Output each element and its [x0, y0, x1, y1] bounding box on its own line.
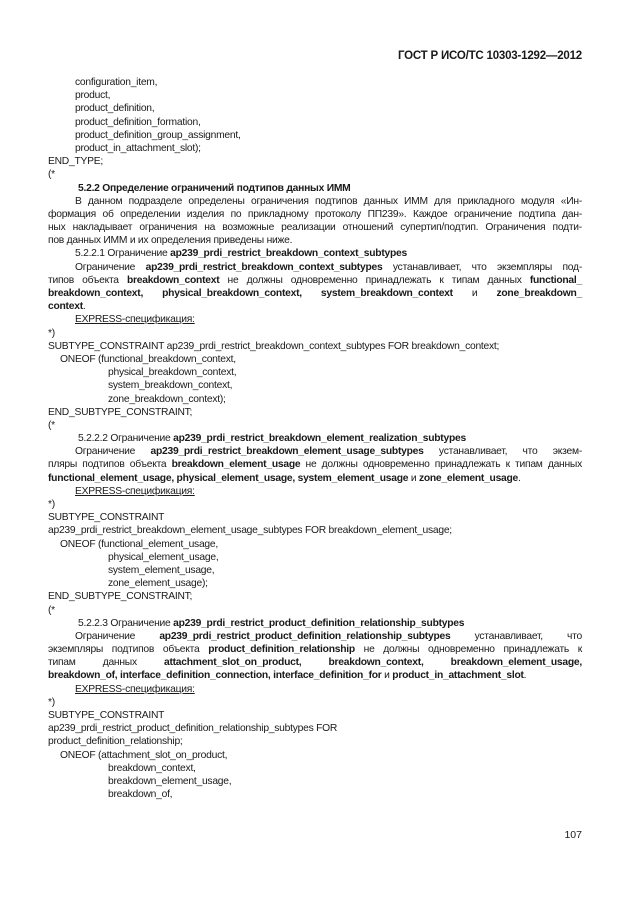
code-line: breakdown_context,	[108, 762, 196, 774]
entity-name: zone_breakdown_	[496, 288, 582, 299]
text: не должны одновременно принадлежать к	[354, 644, 582, 656]
text: типам данных	[48, 657, 164, 669]
code-line: ONEOF (functional_element_usage,	[60, 538, 218, 550]
constraint-name: ap239_prdi_restrict_product_definition_relationship_subtypes	[173, 617, 465, 629]
constraint-name: ap239_prdi_restrict_breakdown_element_realization_subtypes	[173, 433, 466, 445]
constraint-name: ap239_prdi_restrict_breakdown_context_subtypes	[145, 261, 383, 273]
text: .	[82, 301, 86, 313]
paragraph-line: формация об определении изделия по прикладному протоколу ПП239». Каждое ограничение подтипа дан-	[48, 208, 582, 220]
code-line: configuration_item,	[75, 77, 158, 88]
code-line: system_element_usage,	[108, 564, 215, 576]
text: не должны одновременно принадлежать к типам данных	[300, 459, 582, 471]
entity-name: functional_element_usage, physical_element_usage, system_element_usage	[48, 472, 409, 484]
code-line: breakdown_element_usage,	[108, 775, 232, 787]
code-line: *)	[48, 327, 55, 339]
paragraph-line	[48, 630, 582, 643]
paragraph-line: ных накладывает ограничения на возможные реализации отношений супертип/подтип. Ограничения подти-	[48, 222, 582, 234]
code-line: (*	[48, 604, 55, 616]
paragraph-line: В данном подразделе определены ограничения подтипов данных ИММ для прикладного модуля «Ин-	[75, 195, 582, 207]
entity-name: zone_element_usage	[418, 472, 519, 484]
text: Ограничение	[75, 446, 151, 458]
code-line: zone_breakdown_context);	[108, 393, 226, 405]
code-line: system_breakdown_context,	[108, 380, 233, 392]
section-heading: 5.2.2 Определение ограничений подтипов данных ИММ	[78, 182, 351, 194]
paragraph-line	[48, 656, 582, 669]
text: Ограничение	[75, 630, 160, 642]
standard-header: ГОСТ Р ИСО/ТС 10303-1292—2012	[397, 50, 582, 62]
text: устанавливает, что экзем-	[423, 446, 582, 458]
code-line: END_SUBTYPE_CONSTRAINT;	[48, 406, 193, 418]
code-line: SUBTYPE_CONSTRAINT	[48, 512, 165, 524]
text: экземпляры подтипов объекта	[48, 644, 209, 656]
paragraph-line	[48, 300, 582, 313]
paragraph-line	[48, 274, 582, 287]
paragraph-line	[48, 261, 582, 274]
code-line: *)	[48, 696, 55, 708]
text: Ограничение	[75, 261, 146, 273]
code-line: physical_breakdown_context,	[108, 367, 237, 379]
subsection-heading	[48, 247, 582, 260]
text: устанавливает, что	[450, 630, 582, 642]
text: и	[381, 670, 393, 682]
text: не должны одновременно принадлежать к типам данных	[219, 274, 530, 286]
code-line: product_in_attachment_slot);	[75, 142, 201, 154]
constraint-name: ap239_prdi_restrict_product_definition_relationship_subtypes	[159, 630, 451, 642]
text: пляры подтипов объекта	[48, 459, 172, 471]
entity-name: breakdown_context, physical_breakdown_context, system_breakdown_context	[48, 288, 453, 299]
page-number: 107	[564, 829, 582, 841]
paragraph-line	[48, 445, 582, 458]
code-line: *)	[48, 499, 55, 510]
entity-name: product_in_attachment_slot	[392, 670, 524, 682]
subsection-number: 5.2.2.1 Ограничение	[75, 248, 171, 260]
entity-name: breakdown_element_usage	[171, 459, 301, 471]
constraint-name: ap239_prdi_restrict_breakdown_context_subtypes	[170, 248, 407, 260]
subsection-heading	[48, 432, 582, 445]
code-line: product_definition_formation,	[75, 116, 201, 128]
code-line: ONEOF (attachment_slot_on_product,	[60, 749, 228, 761]
paragraph-line	[48, 458, 582, 471]
subsection-number: 5.2.2.3 Ограничение	[78, 617, 174, 629]
code-line: breakdown_of,	[108, 789, 173, 801]
paragraph-line	[48, 472, 582, 485]
express-label: EXPRESS-спецификация:	[75, 314, 195, 326]
express-label: EXPRESS-спецификация:	[75, 683, 195, 695]
code-line: zone_element_usage);	[108, 578, 208, 590]
text: и	[408, 472, 419, 484]
code-line: ap239_prdi_restrict_breakdown_element_usage_subtypes FOR breakdown_element_usage;	[48, 525, 452, 537]
code-line: product_definition,	[75, 103, 155, 115]
constraint-name: ap239_prdi_restrict_breakdown_element_usage_subtypes	[150, 446, 424, 458]
text: и	[452, 288, 497, 299]
paragraph-line: пов данных ИММ и их определения приведены ниже.	[48, 235, 293, 247]
code-line: product,	[75, 90, 111, 102]
code-line: physical_element_usage,	[108, 551, 219, 563]
code-line: product_definition_group_assignment,	[75, 129, 241, 141]
express-label: EXPRESS-спецификация:	[75, 485, 195, 497]
paragraph-line	[48, 643, 582, 656]
subsection-number: 5.2.2.2 Ограничение	[78, 433, 174, 445]
entity-name: product_definition_relationship	[208, 644, 355, 656]
code-line: product_definition_relationship;	[48, 736, 183, 748]
code-line: ap239_prdi_restrict_product_definition_relationship_subtypes FOR	[48, 723, 338, 735]
code-line: SUBTYPE_CONSTRAINT ap239_prdi_restrict_breakdown_context_subtypes FOR breakdown_context;	[48, 340, 500, 352]
entity-name: attachment_slot_on_product, breakdown_context, breakdown_element_usage,	[163, 657, 582, 669]
code-line: END_SUBTYPE_CONSTRAINT;	[48, 591, 193, 603]
paragraph-line	[48, 287, 582, 300]
paragraph-line	[48, 669, 582, 682]
entity-name: functional_	[529, 274, 582, 286]
code-line: (*	[48, 169, 55, 181]
code-line: END_TYPE;	[48, 156, 103, 168]
text: устанавливает, что экземпляры под-	[382, 261, 582, 273]
subsection-heading	[48, 617, 582, 630]
code-line: SUBTYPE_CONSTRAINT	[48, 710, 165, 721]
entity-name: context	[48, 301, 83, 313]
page-body	[48, 76, 582, 801]
text: .	[523, 670, 527, 682]
text: типов объекта	[48, 274, 127, 286]
entity-name: breakdown_context	[126, 274, 220, 286]
entity-name: breakdown_of, interface_definition_connection, interface_definition_for	[48, 670, 382, 682]
code-line: (*	[48, 419, 55, 431]
text: .	[518, 472, 521, 484]
code-line: ONEOF (functional_breakdown_context,	[60, 353, 236, 365]
